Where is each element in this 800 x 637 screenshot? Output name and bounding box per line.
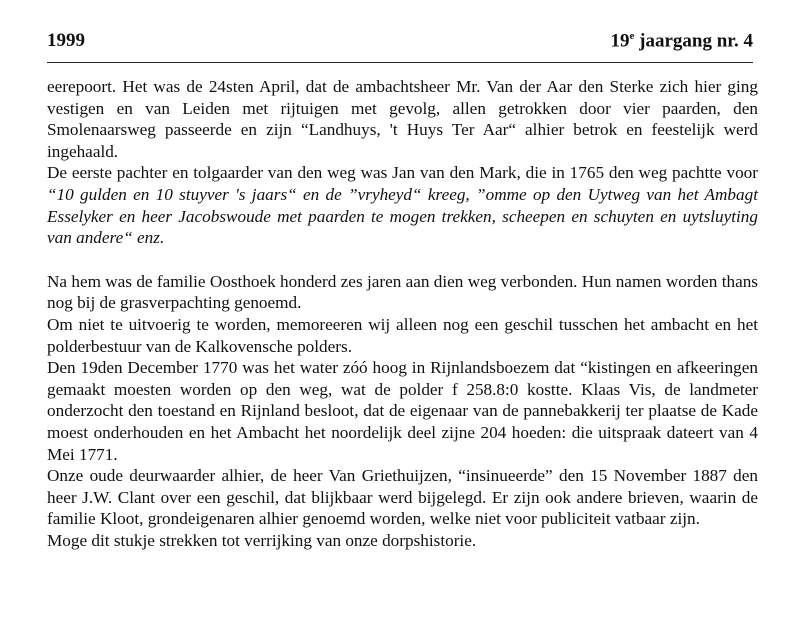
paragraph-gap xyxy=(47,249,758,271)
issue-superscript: e xyxy=(629,30,635,42)
paragraph-arrival: eerepoort. Het was de 24sten April, dat de ambachtsheer Mr. Van der Aar den Sterke zich hier ging vestigen en van Leiden met rijtuigen met gevolg, allen getrokken door vier paarden, den Smolenaarsweg passeerde en zijn “Landhuys, 't Huys Ter Aar“ alhier betrok en feestelijk werd ingehaald. xyxy=(47,77,758,161)
header-issue xyxy=(611,30,753,52)
header-year: 1999 xyxy=(47,30,85,52)
lease-quote: “10 gulden en 10 stuyver 's jaars“ en de ”vryheyd“ kreeg, ”omme op den Uytweg van het Ambagt Esselyker en heer Jacobswoude met paarden te mogen trekken, scheepen en schuyten en uytsluyting van andere“ enz. xyxy=(47,184,758,248)
paragraph-dispute: Om niet te uitvoerig te worden, memoreeren wij alleen nog een geschil tusschen het ambacht en het polderbestuur van de Kalkovensche polders. xyxy=(47,314,758,356)
paragraph-first-lessee xyxy=(47,162,758,248)
article-body xyxy=(47,76,758,551)
paragraph-oosthoek: Na hem was de familie Oosthoek honderd zes jaren aan dien weg verbonden. Hun namen worden thans nog bij de grasverpachting genoemd. xyxy=(47,271,758,313)
lessee-intro: De eerste pachter en tolgaarder van den weg was Jan van den Mark, die in 1765 den weg pachtte voor xyxy=(47,163,758,183)
issue-number: 19 xyxy=(610,30,630,52)
issue-label: jaargang nr. 4 xyxy=(634,30,753,52)
paragraph-bailiff: Onze oude deurwaarder alhier, de heer Van Griethuijzen, “insinueerde” den 15 November 1887 den heer J.W. Clant over een geschil, dat blijkbaar werd bijgelegd. Er zijn ook andere brieven, waarin de familie Kloot, grondeigenaren alhier genoemd worden, welke niet voor publiciteit vatbaar zijn. xyxy=(47,466,758,529)
page-header xyxy=(47,30,753,52)
paragraph-closing: Moge dit stukje strekken tot verrijking van onze dorpshistorie. xyxy=(47,530,477,550)
header-rule xyxy=(47,62,753,63)
paragraph-high-water: Den 19den December 1770 was het water zóó hoog in Rijnlandsboezem dat “kistingen en afkeeringen gemaakt moesten worden op den weg, wat de polder f 258.8:0 kostte. Klaas Vis, de landmeter onderzocht den toestand en Rijnland besloot, dat de eigenaar van de pannebakkerij ter plaatse de Kade moest onderhouden en het Ambacht het noordelijk deel zijne 204 hoeden: die uitspraak dateert van 4 Mei 1771. xyxy=(47,358,758,464)
